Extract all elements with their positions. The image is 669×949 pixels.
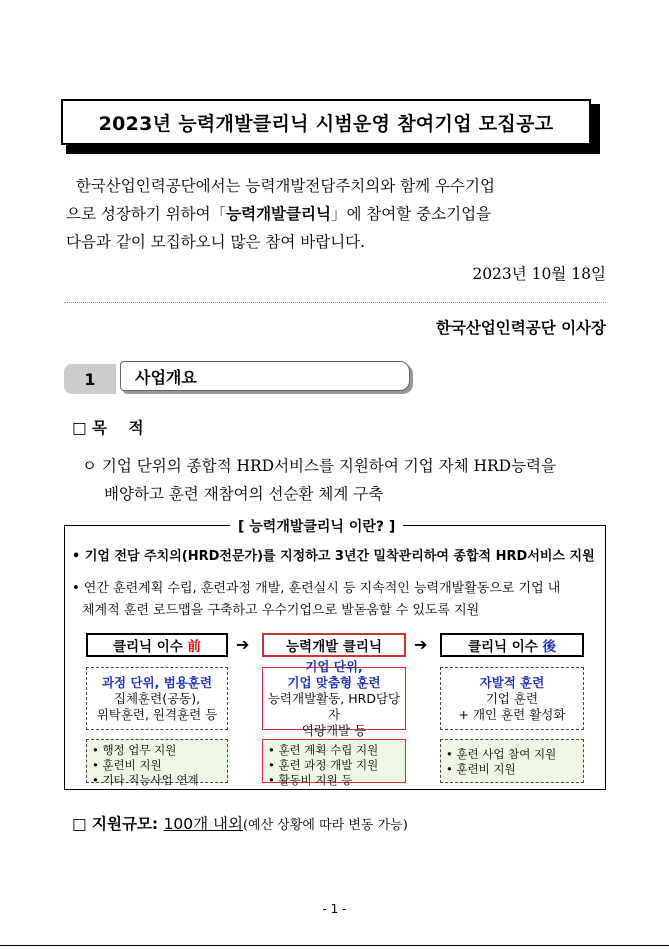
clinic-box-line-1: 능력개발활동, HRD담당자 bbox=[267, 690, 401, 722]
after-support-box bbox=[440, 739, 584, 783]
list-item: • 훈련비 지원 bbox=[446, 762, 516, 776]
intro-line-2-post: 」에 참여할 중소기업을 bbox=[330, 205, 492, 223]
signer: 한국산업인력공단 이사장 bbox=[435, 319, 606, 337]
intro-line-2 bbox=[66, 200, 606, 228]
after-clinic-box bbox=[440, 667, 584, 730]
document-title: 2023년 능력개발클리닉 시범운영 참여기업 모집공고 bbox=[61, 99, 591, 145]
after-box-line-1: 기업 훈련 bbox=[485, 690, 539, 706]
arrow-right-icon: ➔ bbox=[236, 635, 250, 654]
clinic-support-box bbox=[262, 739, 406, 787]
info-bullet-2-line-1: • 연간 훈련계획 수립, 훈련과정 개발, 훈련실시 등 지속적인 능력개발활동으로 기업 내 bbox=[72, 581, 561, 596]
before-clinic-box bbox=[86, 667, 228, 730]
intro-line-1 bbox=[66, 172, 606, 200]
notice-date: 2023년 10월 18일 bbox=[472, 265, 606, 283]
list-item: • 훈련비 지원 bbox=[92, 758, 162, 772]
divider bbox=[64, 302, 606, 303]
before-box-title: 과정 단위, 범용훈련 bbox=[101, 674, 213, 690]
after-clinic-label: 클리닉 이수 bbox=[467, 639, 538, 655]
info-box-title: [ 능력개발클리닉 이란? ] bbox=[230, 516, 403, 536]
support-scale-note: (예산 상황에 따라 변동 가능) bbox=[242, 818, 408, 833]
info-bullet-2-line-2: 체계적 훈련 로드맵을 구축하고 우수기업으로 발돋움할 수 있도록 지원 bbox=[82, 603, 480, 618]
arrow-right-icon: ➔ bbox=[414, 635, 428, 654]
intro-line-2-pre: 으로 성장하기 위하여「 bbox=[66, 205, 227, 223]
clinic-box bbox=[262, 658, 406, 738]
before-box-line-2: 위탁훈련, 원격훈련 등 bbox=[96, 706, 218, 722]
list-item: • 훈련 사업 참여 지원 bbox=[446, 747, 557, 761]
clinic-box-title-1: 기업 단위, bbox=[305, 658, 363, 674]
clinic-header: 능력개발 클리닉 bbox=[262, 633, 406, 657]
page-number: - 1 - bbox=[322, 902, 347, 916]
purpose-heading-text: □ 목 적 bbox=[72, 419, 144, 437]
clinic-box-line-2: 역량개발 등 bbox=[301, 722, 367, 738]
info-bullet-1: • 기업 전담 주치의(HRD전문가)를 지정하고 3년간 밀착관리하여 종합적 HRD서비스 지원 bbox=[72, 549, 595, 564]
after-box-line-2: + 개인 훈련 활성화 bbox=[458, 706, 566, 722]
after-clinic-header bbox=[440, 633, 584, 657]
support-scale bbox=[72, 812, 408, 834]
section-number: 1 bbox=[64, 364, 116, 394]
intro-line-1-text: 한국산업인력공단에서는 능력개발전담주치의와 함께 우수기업 bbox=[75, 177, 495, 195]
section-title: 사업개요 bbox=[120, 361, 410, 391]
support-scale-label: □ 지원규모: bbox=[72, 815, 164, 833]
before-mark: 前 bbox=[187, 639, 202, 655]
before-support-box bbox=[86, 739, 228, 787]
intro-program-name: 능력개발클리닉 bbox=[226, 204, 331, 223]
purpose-line-1: ㅇ 기업 단위의 종합적 HRD서비스를 지원하여 기업 자체 HRD능력을 bbox=[82, 457, 556, 475]
list-item: • 행정 업무 지원 bbox=[92, 743, 177, 757]
support-scale-value: 100개 내외 bbox=[163, 815, 243, 833]
before-clinic-label: 클리닉 이수 bbox=[112, 639, 183, 655]
before-clinic-header bbox=[86, 633, 228, 657]
purpose-heading bbox=[72, 416, 144, 438]
after-box-title: 자발적 훈련 bbox=[479, 674, 545, 690]
intro-line-3: 다음과 같이 모집하오니 많은 참여 바랍니다. bbox=[66, 233, 366, 251]
list-item: • 훈련 계획 수립 지원 bbox=[268, 743, 379, 757]
purpose-line-2: 배양하고 훈련 재참여의 선순환 체계 구축 bbox=[104, 485, 384, 503]
clinic-box-title-2: 기업 맞춤형 훈련 bbox=[287, 674, 381, 690]
list-item: • 기타 직능사업 연계 bbox=[92, 773, 199, 787]
list-item: • 훈련 과정 개발 지원 bbox=[268, 758, 379, 772]
list-item: • 활동비 지원 등 bbox=[268, 773, 353, 787]
bottom-divider bbox=[0, 945, 669, 946]
before-box-line-1: 집체훈련(공동), bbox=[113, 690, 201, 706]
after-mark: 後 bbox=[542, 639, 557, 655]
